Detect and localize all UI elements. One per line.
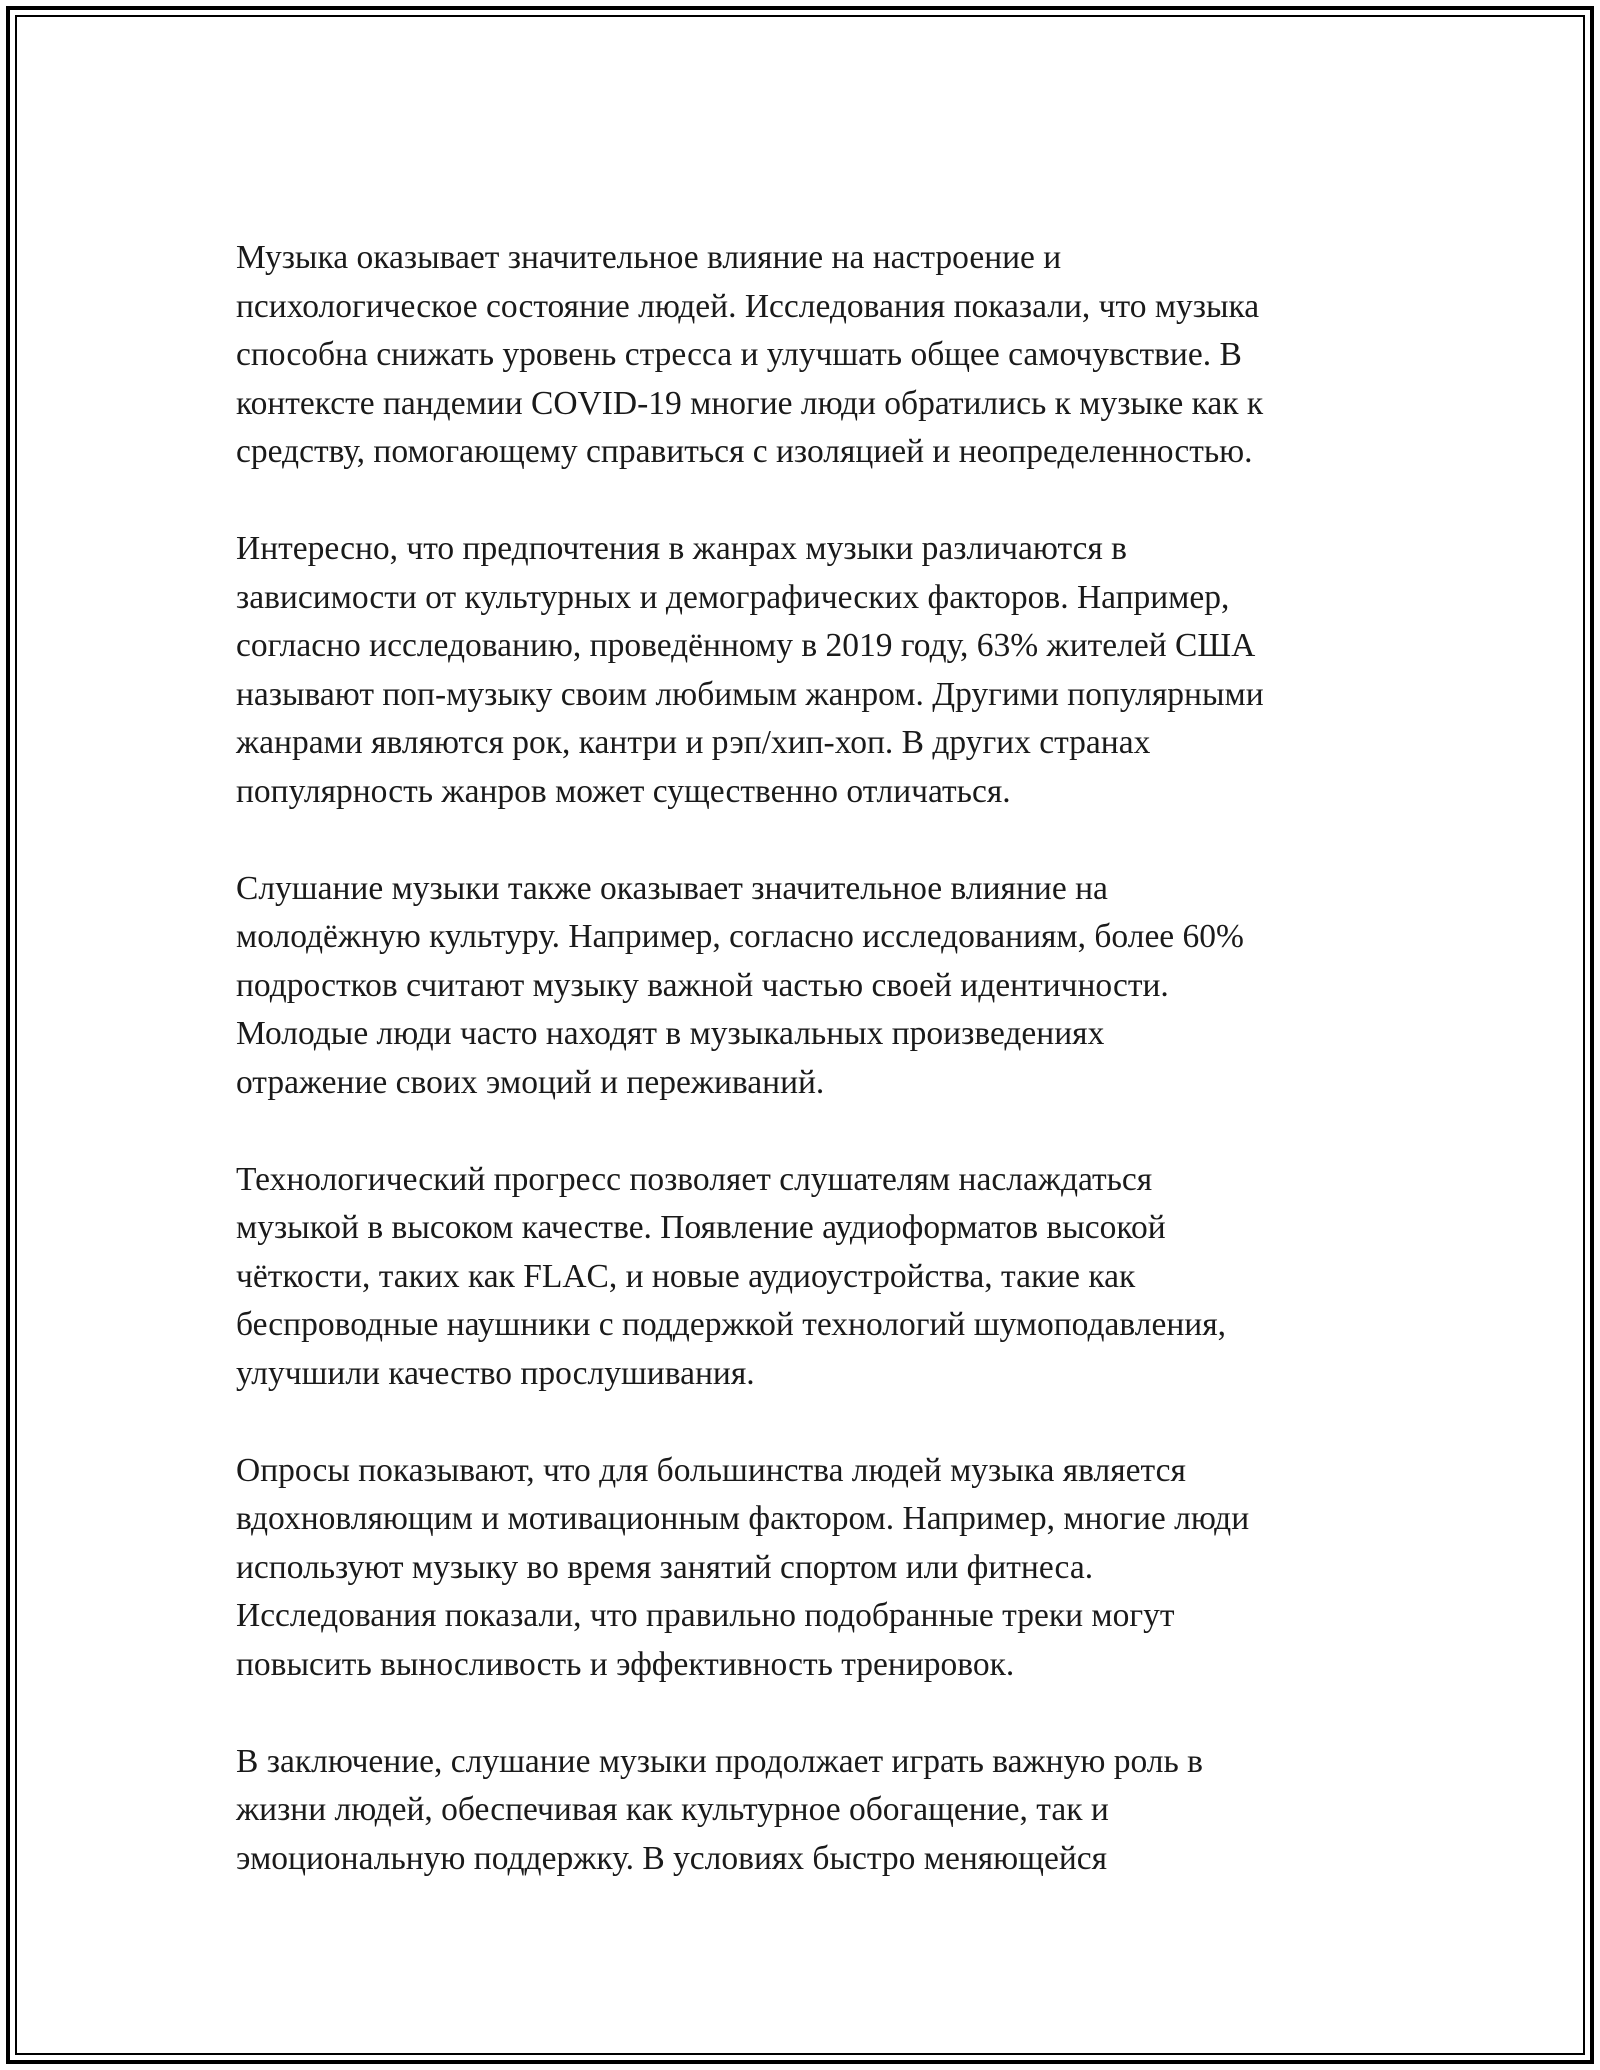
paragraph-3	[236, 865, 1436, 1108]
text-line: используют музыку во время занятий спортом или фитнеса.	[236, 1548, 1094, 1586]
text-line: Интересно, что предпочтения в жанрах музыки различаются в	[236, 530, 1127, 567]
text-line: вдохновляющим и мотивационным фактором. Например, многие люди	[236, 1500, 1250, 1537]
text-line: Технологический прогресс позволяет слушателям наслаждаться	[236, 1160, 1153, 1198]
text-line: способна снижать уровень стресса и улучшать общее самочувствие. В	[236, 336, 1242, 373]
text-line: Молодые люди часто находят в музыкальных произведениях	[236, 1015, 1105, 1052]
text-line: молодёжную культуру. Например, согласно исследованиям, более 60%	[236, 918, 1244, 955]
text-line: подростков считают музыку важной частью своей идентичности.	[236, 966, 1169, 1004]
text-line: называют поп-музыку своим любимым жанром. Другими популярными	[236, 675, 1264, 713]
text-line: контексте пандемии COVID-19 многие люди обратились к музыке как к	[236, 384, 1264, 422]
text-line: Слушание музыки также оказывает значительное влияние на	[236, 869, 1108, 907]
paragraph-5	[236, 1447, 1436, 1690]
document-body	[236, 234, 1436, 1932]
text-line: беспроводные наушники с поддержкой технологий шумоподавления,	[236, 1306, 1226, 1343]
text-line: улучшили качество прослушивания.	[236, 1354, 755, 1392]
text-line: отражение своих эмоций и переживаний.	[236, 1063, 825, 1101]
paragraph-2	[236, 525, 1436, 816]
paragraph-6	[236, 1738, 1436, 1884]
text-line: В заключение, слушание музыки продолжает играть важную роль в	[236, 1742, 1203, 1780]
text-line: эмоциональную поддержку. В условиях быстро меняющейся	[236, 1839, 1108, 1877]
text-line: психологическое состояние людей. Исследования показали, что музыка	[236, 287, 1260, 325]
text-line: чёткости, таких как FLAC, и новые аудиоустройства, такие как	[236, 1257, 1136, 1295]
paragraph-4	[236, 1156, 1436, 1399]
text-line: согласно исследованию, проведённому в 2019 году, 63% жителей США	[236, 627, 1256, 664]
text-line: Исследования показали, что правильно подобранные треки могут	[236, 1597, 1175, 1634]
text-line: Опросы показывают, что для большинства людей музыка является	[236, 1451, 1186, 1489]
text-line: средству, помогающему справиться с изоляцией и неопределенностью.	[236, 433, 1253, 470]
paragraph-1	[236, 234, 1436, 477]
text-line: зависимости от культурных и демографических факторов. Например,	[236, 578, 1230, 616]
text-line: повысить выносливость и эффективность тренировок.	[236, 1645, 1015, 1683]
text-line: жанрами являются рок, кантри и рэп/хип-хоп. В других странах	[236, 724, 1151, 761]
text-line: Музыка оказывает значительное влияние на настроение и	[236, 239, 1062, 276]
text-line: популярность жанров может существенно отличаться.	[236, 772, 1011, 810]
text-line: жизни людей, обеспечивая как культурное обогащение, так и	[236, 1791, 1109, 1828]
text-line: музыкой в высоком качестве. Появление аудиоформатов высокой	[236, 1209, 1166, 1246]
